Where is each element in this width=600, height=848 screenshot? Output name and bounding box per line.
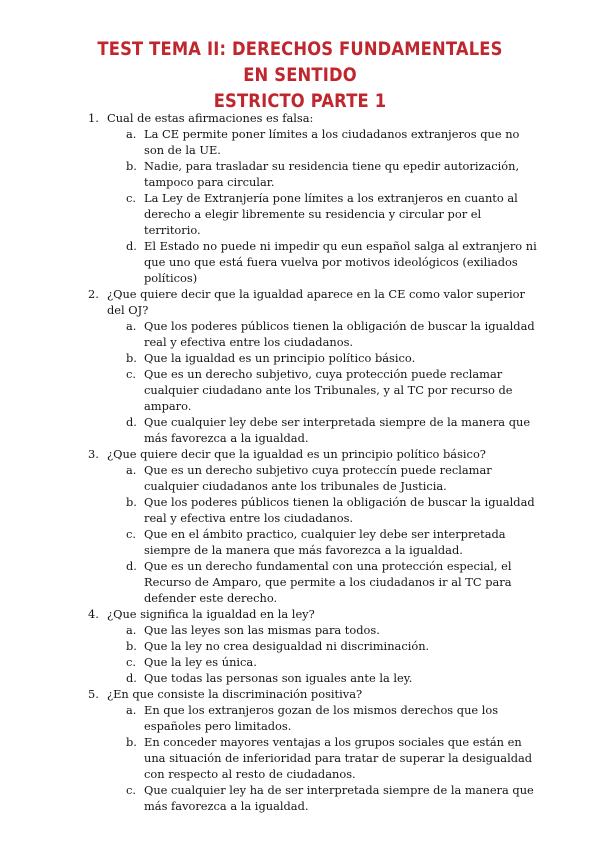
option-letter: a. — [126, 319, 137, 333]
option-text: Que las leyes son las mismas para todos. — [144, 623, 380, 637]
question-number: 1. — [88, 111, 99, 125]
question-text: ¿En que consiste la discriminación positiva? — [107, 687, 363, 701]
answer-option — [88, 414, 540, 446]
option-letter: d. — [126, 239, 137, 253]
answer-option — [88, 318, 540, 350]
option-text: En conceder mayores ventajas a los grupos sociales que están en una situación de inferioridad para tratar de superar la desigualdad con respecto al resto de ciudadanos. — [144, 735, 533, 781]
option-text: Que es un derecho subjetivo cuya proteccín puede reclamar cualquier ciudadanos ante los tribunales de Justicia. — [144, 463, 492, 493]
question-item — [88, 606, 540, 686]
answer-option — [88, 462, 540, 494]
answer-option — [88, 702, 540, 734]
question-item — [88, 110, 540, 286]
option-letter: c. — [126, 367, 137, 381]
answer-option — [88, 366, 540, 414]
option-text: Que los poderes públicos tienen la obligación de buscar la igualdad real y efectiva entre los ciudadanos. — [144, 495, 535, 525]
option-letter: d. — [126, 671, 137, 685]
answer-option — [88, 654, 540, 670]
question-item — [88, 286, 540, 446]
question-number: 5. — [88, 687, 99, 701]
question-text: ¿Que significa la igualdad en la ley? — [107, 607, 315, 621]
question-text: Cual de estas afirmaciones es falsa: — [107, 111, 314, 125]
option-letter: a. — [126, 703, 137, 717]
title-line-1: TEST TEMA II: DERECHOS FUNDAMENTALES EN SENTIDO — [97, 38, 503, 86]
option-text: Que los poderes públicos tienen la obligación de buscar la igualdad real y efectiva entre los ciudadanos. — [144, 319, 535, 349]
option-letter: b. — [126, 351, 137, 365]
option-letter: c. — [126, 655, 137, 669]
question-item — [88, 446, 540, 606]
option-text: Que la ley no crea desigualdad ni discriminación. — [144, 639, 430, 653]
question-number: 4. — [88, 607, 99, 621]
option-letter: b. — [126, 735, 137, 749]
option-letter: a. — [126, 463, 137, 477]
answer-options — [88, 318, 540, 446]
option-text: Que en el ámbito practico, cualquier ley debe ser interpretada siempre de la manera que más favorezca a la igualdad. — [144, 527, 506, 557]
answer-option — [88, 350, 540, 366]
option-text: En que los extranjeros gozan de los mismos derechos que los españoles pero limitados. — [144, 703, 499, 733]
option-letter: a. — [126, 127, 137, 141]
option-text: Que la igualdad es un principio político básico. — [144, 351, 416, 365]
answer-option — [88, 558, 540, 606]
option-letter: d. — [126, 415, 137, 429]
answer-option — [88, 126, 540, 158]
option-text: La CE permite poner límites a los ciudadanos extranjeros que no son de la UE. — [144, 127, 520, 157]
question-text: ¿Que quiere decir que la igualdad es un principio político básico? — [107, 447, 486, 461]
answer-option — [88, 494, 540, 526]
question-number: 3. — [88, 447, 99, 461]
option-letter: c. — [126, 191, 137, 205]
option-text: Que cualquier ley debe ser interpretada siempre de la manera que más favorezca a la igualdad. — [144, 415, 531, 445]
option-text: Que es un derecho fundamental con una protección especial, el Recurso de Amparo, que permite a los ciudadanos ir al TC para defender este derecho. — [144, 559, 512, 605]
option-letter: c. — [126, 527, 137, 541]
question-number: 2. — [88, 287, 99, 301]
answer-options — [88, 126, 540, 286]
answer-option — [88, 670, 540, 686]
option-text: El Estado no puede ni impedir qu eun español salga al extranjero ni que uno que está fuera vuelva por motivos ideológicos (exiliados políticos) — [144, 239, 537, 285]
option-letter: c. — [126, 783, 137, 797]
option-text: Nadie, para trasladar su residencia tiene qu epedir autorización, tampoco para circular. — [144, 159, 520, 189]
option-text: Que la ley es única. — [144, 655, 257, 669]
document-title — [94, 36, 507, 114]
answer-option — [88, 158, 540, 190]
option-letter: d. — [126, 559, 137, 573]
option-text: Que es un derecho subjetivo, cuya protección puede reclamar cualquier ciudadano ante los Tribunales, y al TC por recurso de amparo. — [144, 367, 513, 413]
answer-option — [88, 190, 540, 238]
question-item — [88, 686, 540, 814]
answer-option — [88, 238, 540, 286]
answer-option — [88, 622, 540, 638]
option-text: Que cualquier ley ha de ser interpretada siempre de la manera que más favorezca a la igualdad. — [144, 783, 534, 813]
answer-options — [88, 462, 540, 606]
answer-options — [88, 622, 540, 686]
answer-option — [88, 638, 540, 654]
answer-option — [88, 782, 540, 814]
question-text: ¿Que quiere decir que la igualdad aparece en la CE como valor superior del OJ? — [107, 287, 525, 317]
title-line-2: ESTRICTO PARTE 1 — [213, 90, 387, 112]
answer-options — [88, 702, 540, 814]
option-text: Que todas las personas son iguales ante la ley. — [144, 671, 413, 685]
option-letter: b. — [126, 495, 137, 509]
option-letter: b. — [126, 159, 137, 173]
question-list — [88, 110, 540, 814]
option-text: La Ley de Extranjería pone límites a los extranjeros en cuanto al derecho a elegir libremente su residencia y circular por el territorio. — [144, 191, 518, 237]
option-letter: b. — [126, 639, 137, 653]
answer-option — [88, 734, 540, 782]
option-letter: a. — [126, 623, 137, 637]
answer-option — [88, 526, 540, 558]
